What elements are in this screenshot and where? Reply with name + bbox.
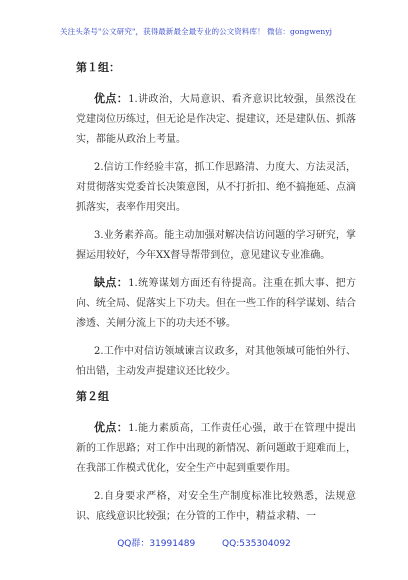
paragraph-text: 3.业务素养高。能主动加强对解决信访问题的学习研究，掌握运用较好，今年XX督导帮带到位，意见建议专业准确。 (76, 230, 356, 261)
paragraph-text: 1.统筹谋划方面还有待提高。注重在抓大事、把方向、统全局、促落实上下功夫。但在一些工作的科学谋划、结合渗透、关闸分流上下的功夫还不够。 (76, 278, 356, 329)
paragraph-text: 2.工作中对信访领域谏言议政多，对其他领域可能怕外行、怕出错，主动发声提建议还比较少。 (76, 346, 356, 377)
header-promo-text: 关注头条号"公文研究"，获得最新最全最专业的公文资料库！ 微信：gongwenyj (60, 27, 333, 36)
section-title: 第１组： (76, 61, 120, 74)
paragraph-text: 2.信访工作经验丰富，抓工作思路清、力度大、方法灵活，对贯彻落实党委首长决策意图，从不打折扣、绝不搞拖延、点滴抓落实，表率作用突出。 (76, 162, 356, 213)
paragraph-lead: 优点： (94, 92, 129, 105)
section-title: 第２组 (76, 390, 109, 403)
document-body (76, 60, 356, 534)
paragraph (76, 486, 356, 527)
footer-qq-group: QQ群：31991489 (117, 539, 196, 549)
paragraph-text: 1.能力素质高，工作责任心强，敢于在管理中提出新的工作思路；对工作中出现的新情况、新问题敢于迎难而上，在我部工作模式优化，安全生产中起到重要作用。 (76, 423, 356, 474)
paragraph-text: 2.自身要求严格，对安全生产制度标准比较熟悉，法规意识、底线意识比较强；在分管的工作中，精益求精、一 (76, 491, 356, 522)
paragraph (76, 341, 356, 382)
paragraph-lead: 优点： (94, 421, 129, 434)
paragraph (76, 225, 356, 266)
paragraph-lead: 缺点： (94, 276, 129, 289)
paragraph (76, 89, 356, 150)
paragraph (76, 418, 356, 479)
paragraph (76, 157, 356, 218)
footer-qq: QQ:535304092 (222, 539, 291, 549)
paragraph-text: 1.讲政治，大局意识、看齐意识比较强，虽然没在党建岗位历练过，但无论是作决定、提建议，还是建队伍、抓落实，都能从政治上考量。 (76, 94, 356, 145)
paragraph (76, 273, 356, 334)
footer-contact (0, 536, 408, 549)
